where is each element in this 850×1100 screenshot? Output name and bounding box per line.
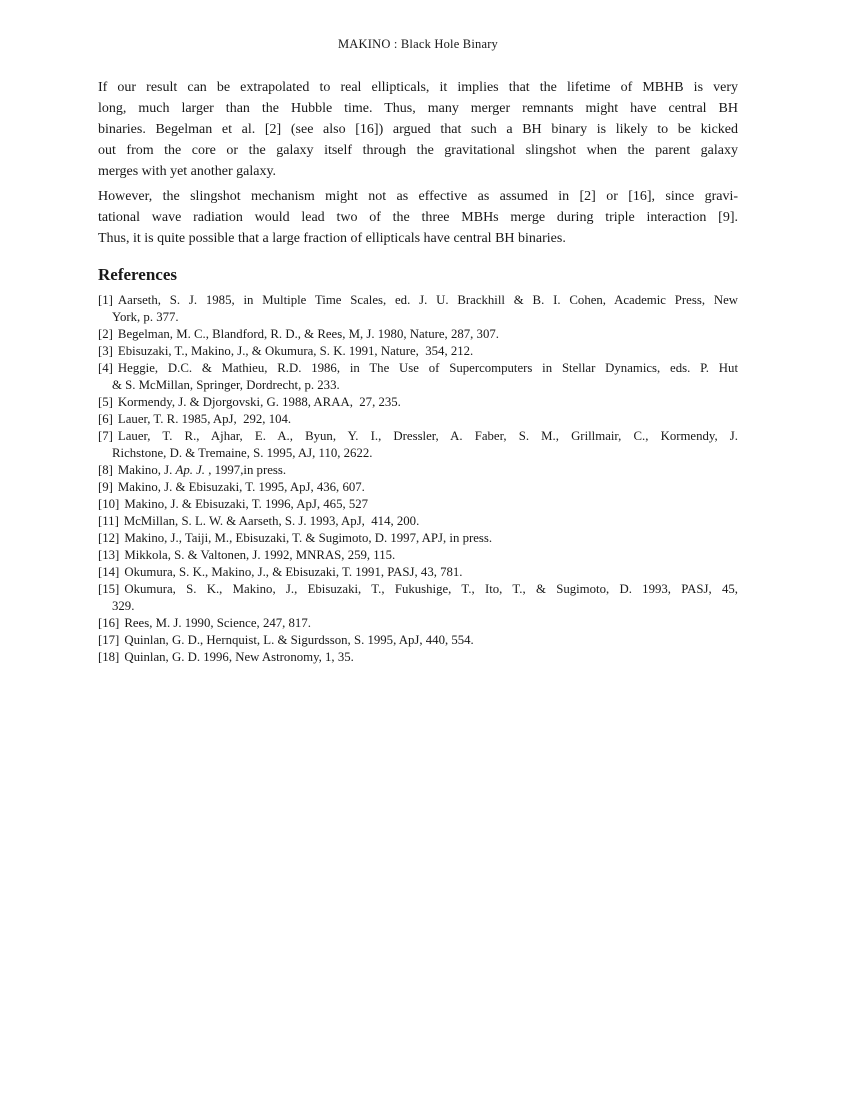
reference-body: McMillan, S. L. W. & Aarseth, S. J. 1993, ApJ, 414, 200. [123, 514, 420, 528]
reference-body: Okumura, S. K., Makino, J., & Ebisuzaki, T. 1991, PASJ, 43, 781. [124, 565, 463, 579]
reference-label: [4] [98, 361, 113, 375]
reference-item-2 [98, 326, 738, 343]
reference-label: [9] [98, 480, 113, 494]
reference-text [98, 411, 738, 428]
reference-text [98, 428, 738, 445]
reference-item-6 [98, 411, 738, 428]
reference-body: Makino, J. & Ebisuzaki, T. 1996, ApJ, 465, 527 [124, 497, 369, 511]
reference-label: [1] [98, 293, 113, 307]
reference-item-11 [98, 513, 738, 530]
reference-body: Ebisuzaki, T., Makino, J., & Okumura, S. K. 1991, Nature, 354, 212. [117, 344, 474, 358]
reference-label: [2] [98, 327, 113, 341]
text-line: long, much larger than the Hubble time. Thus, many merger remnants might have central BH [98, 101, 738, 116]
reference-item-16 [98, 615, 738, 632]
reference-label: [13] [98, 548, 120, 562]
reference-list [98, 292, 738, 666]
text-line: out from the core or the galaxy itself through the gravitational slingshot when the parent galaxy [98, 143, 738, 158]
reference-body: Lauer, T. R., Ajhar, E. A., Byun, Y. I., Dressler, A. Faber, S. M., Grillmair, C., Kormendy, J. [117, 429, 738, 443]
reference-item-9 [98, 479, 738, 496]
reference-label: [18] [98, 650, 120, 664]
reference-text [98, 513, 738, 530]
reference-label: [14] [98, 565, 120, 579]
text-line: binaries. Begelman et al. [2] (see also [16]) argued that such a BH binary is likely to be kicked [98, 122, 738, 137]
reference-label: [8] [98, 463, 113, 477]
page-content [98, 77, 738, 666]
running-header: MAKINO : Black Hole Binary [337, 37, 499, 51]
reference-item-3 [98, 343, 738, 360]
reference-body: Rees, M. J. 1990, Science, 247, 817. [124, 616, 311, 630]
reference-text-continued: York, p. 377. [112, 310, 179, 324]
reference-text [98, 326, 738, 343]
reference-body: Makino, J. [117, 463, 176, 477]
reference-item-10 [98, 496, 738, 513]
reference-label: [5] [98, 395, 113, 409]
reference-item-7 [98, 428, 738, 462]
reference-text [98, 632, 738, 649]
references-heading: References [98, 265, 177, 284]
reference-body: Begelman, M. C., Blandford, R. D., & Rees, M, J. 1980, Nature, 287, 307. [117, 327, 499, 341]
reference-body: Mikkola, S. & Valtonen, J. 1992, MNRAS, 259, 115. [124, 548, 396, 562]
text-line: tational wave radiation would lead two of the three MBHs merge during triple interaction [9]. [98, 210, 738, 225]
paragraph-1 [98, 77, 738, 182]
reference-item-17 [98, 632, 738, 649]
reference-label: [10] [98, 497, 120, 511]
text-line: However, the slingshot mechanism might not as effective as assumed in [2] or [16], since gravi- [98, 189, 738, 204]
reference-label: [11] [98, 514, 119, 528]
reference-text [98, 581, 738, 598]
reference-body: Quinlan, G. D., Hernquist, L. & Sigurdsson, S. 1995, ApJ, 440, 554. [124, 633, 474, 647]
reference-item-1 [98, 292, 738, 326]
reference-text [98, 615, 738, 632]
reference-body: Kormendy, J. & Djorgovski, G. 1988, ARAA, 27, 235. [117, 395, 401, 409]
reference-item-15 [98, 581, 738, 615]
reference-label: [6] [98, 412, 113, 426]
reference-text [98, 530, 738, 547]
reference-label: [15] [98, 582, 120, 596]
reference-text [98, 462, 738, 479]
reference-label: [16] [98, 616, 120, 630]
reference-text [98, 547, 738, 564]
reference-item-18 [98, 649, 738, 666]
reference-text-continued: Richstone, D. & Tremaine, S. 1995, AJ, 110, 2622. [112, 446, 373, 460]
reference-body: , 1997,in press. [205, 463, 287, 477]
reference-text [98, 343, 738, 360]
reference-label: [17] [98, 633, 120, 647]
text-line: Thus, it is quite possible that a large fraction of ellipticals have central BH binaries. [98, 231, 566, 246]
paragraph-2 [98, 186, 738, 249]
reference-item-12 [98, 530, 738, 547]
reference-item-13 [98, 547, 738, 564]
reference-text [98, 649, 738, 666]
reference-item-5 [98, 394, 738, 411]
reference-body: Aarseth, S. J. 1985, in Multiple Time Scales, ed. J. U. Brackhill & B. I. Cohen, Academic Press, New [117, 293, 738, 307]
reference-label: [12] [98, 531, 120, 545]
journal-name-italic: Ap. J. [175, 463, 206, 477]
reference-text-continued: & S. McMillan, Springer, Dordrecht, p. 233. [112, 378, 340, 392]
reference-body: Makino, J. & Ebisuzaki, T. 1995, ApJ, 436, 607. [117, 480, 365, 494]
reference-text [98, 564, 738, 581]
reference-body: Okumura, S. K., Makino, J., Ebisuzaki, T., Fukushige, T., Ito, T., & Sugimoto, D. 1993, PASJ, 45, [124, 582, 738, 596]
reference-text-continued: 329. [112, 599, 135, 613]
reference-label: [7] [98, 429, 113, 443]
reference-body: Heggie, D.C. & Mathieu, R.D. 1986, in The Use of Supercomputers in Stellar Dynamics, eds. P. Hut [117, 361, 738, 375]
text-line: If our result can be extrapolated to real ellipticals, it implies that the lifetime of MBHB is very [98, 80, 738, 95]
reference-text [98, 496, 738, 513]
reference-text [98, 360, 738, 377]
reference-text [98, 394, 738, 411]
reference-body: Lauer, T. R. 1985, ApJ, 292, 104. [117, 412, 292, 426]
reference-body: Quinlan, G. D. 1996, New Astronomy, 1, 35. [124, 650, 354, 664]
reference-item-14 [98, 564, 738, 581]
reference-text [98, 479, 738, 496]
reference-text [98, 292, 738, 309]
reference-body: Makino, J., Taiji, M., Ebisuzaki, T. & Sugimoto, D. 1997, APJ, in press. [124, 531, 493, 545]
reference-item-8 [98, 462, 738, 479]
text-line: merges with yet another galaxy. [98, 164, 277, 179]
reference-item-4 [98, 360, 738, 394]
reference-label: [3] [98, 344, 113, 358]
